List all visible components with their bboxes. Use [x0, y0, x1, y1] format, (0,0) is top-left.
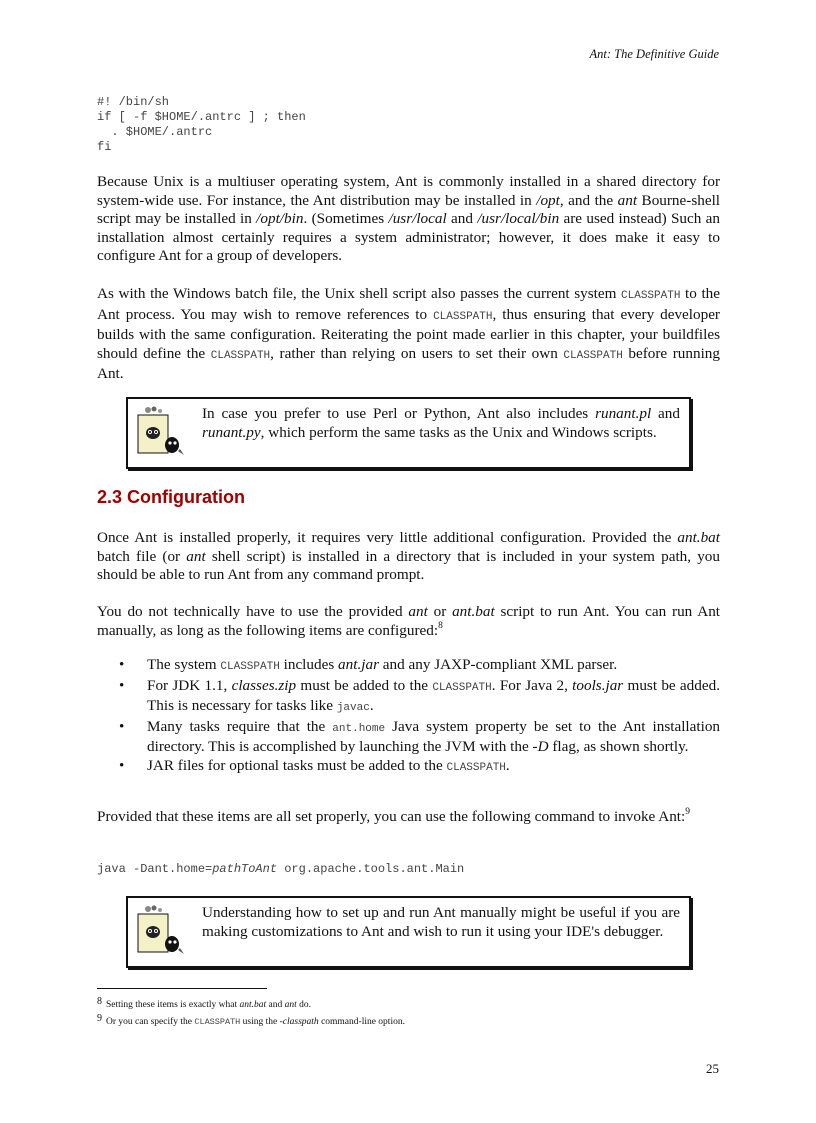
paragraph-manual-run: You do not technically have to use the provided ant or ant.bat script to run Ant. You can run Ant manually, as long as the following items are configured:$^8$ — [97, 603, 721, 639]
footnote-9: $^9$ Or you can specify the CLASSPATH using the -classpath command-line option. — [97, 1013, 405, 1027]
shell-code-block — [97, 95, 306, 155]
section-heading: 2.3 Configuration — [97, 487, 245, 507]
footnote-8: $^8$ Setting these items is exactly what ant.bat and ant do. — [97, 996, 312, 1010]
requirements-list — [97, 656, 720, 778]
paragraph-unix-install: Because Unix is a multiuser operating system, Ant is commonly installed in a shared directory for system-wide use. For instance, the Ant distribution may be installed in /opt, and the ant Bourne-shell script may be installed in /opt/bin. (Sometimes /usr/local and /usr/local/bin are used instead) Such an installation almost certainly requires a system administrator; however, it does make it easy to configure Ant for a group of developers. — [97, 173, 721, 265]
note-text: In case you prefer to use Perl or Python, Ant also includes runant.pl and runant.py, which perform the same tasks as the Unix and Windows scripts. — [202, 405, 680, 441]
note-text: Understanding how to set up and run Ant manually might be useful if you are making customizations to Ant and wish to run it using your IDE's debugger. — [202, 904, 680, 940]
paragraph-classpath: As with the Windows batch file, the Unix shell script also passes the current system CLASSPATH to the Ant process. You may wish to remove references to CLASSPATH, thus ensuring that every developer builds with the same configuration. Reiterating the point made earlier in this chapter, your buildfiles should define the CLASSPATH, rather than relying on users to set their own CLASSPATH before running Ant. — [97, 285, 720, 383]
list-item: • For JDK 1.1, classes.zip must be added to the CLASSPATH. For Java 2, tools.jar must be added. This is necessary for tasks like javac. — [97, 677, 720, 718]
code-line: #! /bin/sh — [97, 95, 170, 109]
footnote-divider — [97, 988, 267, 989]
footnote-ref-9[interactable]: 9 — [685, 807, 690, 817]
note-box-debugger — [126, 896, 691, 968]
owl-note-icon — [136, 405, 186, 457]
paragraph-invoke: Provided that these items are all set properly, you can use the following command to invoke Ant:$^9$ — [97, 807, 690, 825]
running-header: Ant: The Definitive Guide — [589, 47, 719, 61]
paragraph-configuration-intro: Once Ant is installed properly, it requires very little additional configuration. Provided the ant.bat batch file (or ant shell script) is installed in a directory that is included in your system path, you should be able to run Ant from any command prompt. — [97, 529, 720, 584]
note-box-perl-python — [126, 397, 691, 469]
list-item: • JAR files for optional tasks must be added to the CLASSPATH. — [97, 757, 720, 778]
list-item: • Many tasks require that the ant.home Java system property be set to the Ant installation directory. This is accomplished by launching the JVM with the -D flag, as shown shortly. — [97, 718, 720, 757]
list-item: • The system CLASSPATH includes ant.jar and any JAXP-compliant XML parser. — [97, 656, 720, 677]
code-line: if [ -f $HOME/.antrc ] ; then — [97, 110, 306, 124]
page-number: 25 — [706, 1061, 719, 1076]
footnote-ref-8[interactable]: 8 — [438, 620, 443, 631]
owl-note-icon — [136, 904, 186, 956]
code-line: . $HOME/.antrc — [97, 125, 213, 139]
code-line: fi — [97, 140, 112, 154]
java-command: java -Dant.home=pathToAnt org.apache.tools.ant.Main — [97, 862, 465, 876]
